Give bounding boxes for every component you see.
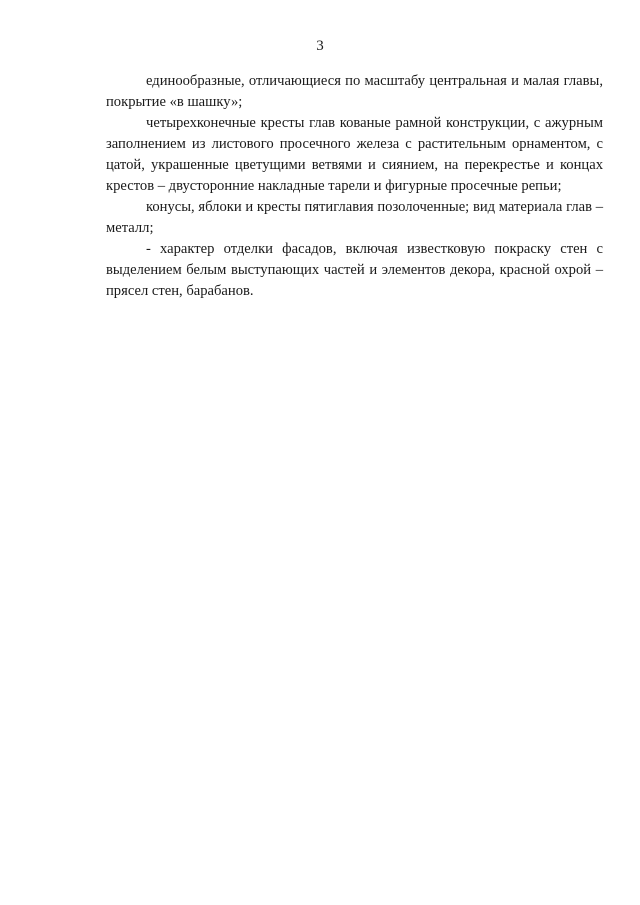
- paragraph-2: четырехконечные кресты глав кованые рамной конструкции, с ажурным заполнением из листового просечного железа с растительным орнаментом, с цатой, украшенные цветущими ветвями и сиянием, на перекрестье и концах крестов – двусторонние накладные тарели и фигурные просечные репьи;: [106, 115, 603, 194]
- document-body: [106, 71, 603, 302]
- page-number: 3: [316, 38, 324, 54]
- paragraph-3: конусы, яблоки и кресты пятиглавия позолоченные; вид материала глав – металл;: [106, 199, 603, 236]
- paragraph-4: - характер отделки фасадов, включая известковую покраску стен с выделением белым выступающих частей и элементов декора, красной охрой – прясел стен, барабанов.: [106, 241, 603, 299]
- paragraph-1: единообразные, отличающиеся по масштабу центральная и малая главы, покрытие «в шашку»;: [106, 73, 603, 110]
